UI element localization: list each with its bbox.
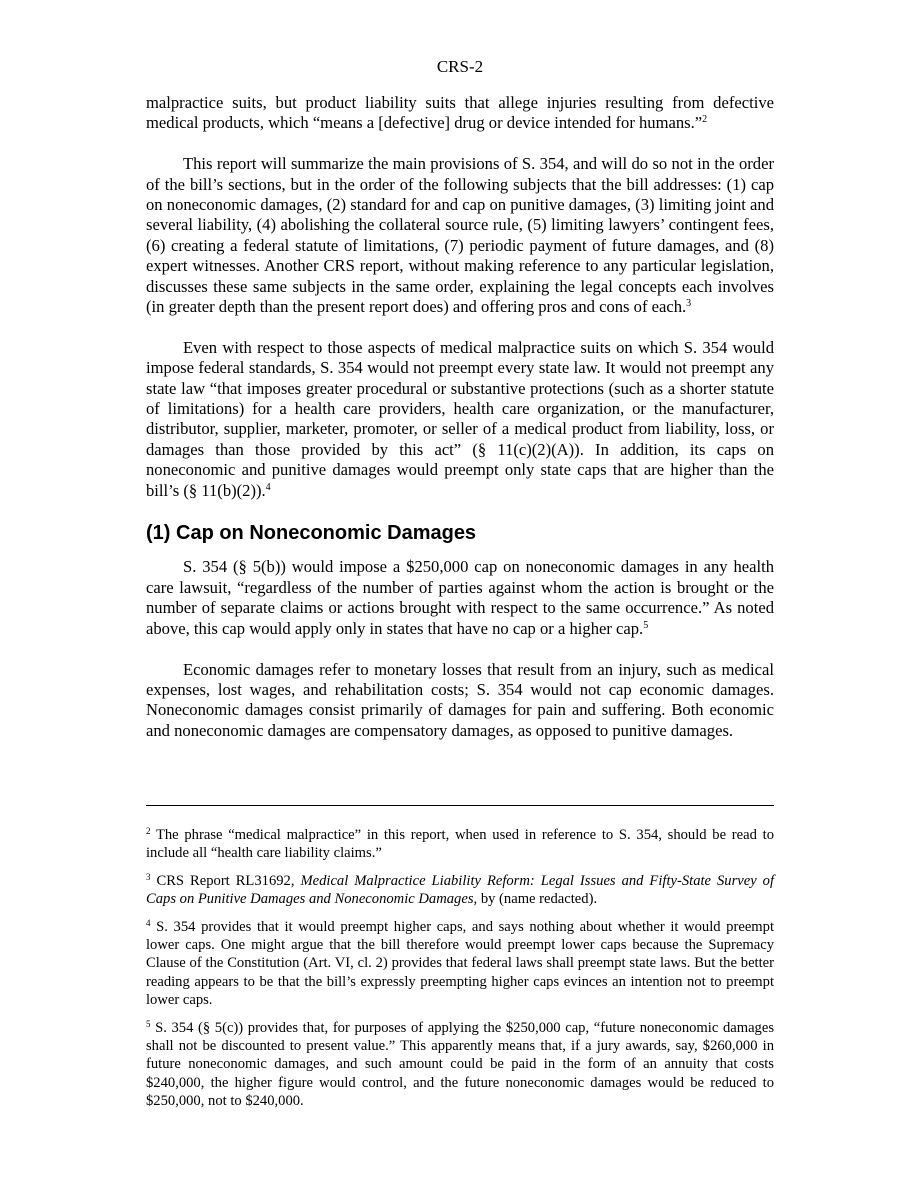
footnote-ref[interactable]: 4 <box>265 481 271 493</box>
footnotes <box>146 826 774 1120</box>
footnote-number: 5 <box>146 1018 151 1029</box>
footnote-3 <box>146 872 774 909</box>
paragraph-text: S. 354 (§ 5(b)) would impose a $250,000 cap on noneconomic damages in any health care lawsuit, “regardless of the number of parties against whom the action is brought or the number of separate claims or actions brought with respect to the same occurrence.” As noted above, this cap would apply only in states that have no cap or a higher cap. <box>146 557 774 638</box>
paragraph-report-summary <box>146 154 774 317</box>
footnote-5 <box>146 1019 774 1111</box>
footnote-text: The phrase “medical malpractice” in this report, when used in reference to S. 354, should be read to include all “health care liability claims.” <box>146 827 774 862</box>
footnote-ref[interactable]: 5 <box>643 619 649 631</box>
paragraph-text: This report will summarize the main provisions of S. 354, and will do so not in the order of the bill’s sections, but in the order of the following subjects that the bill addresses: (1) cap on noneconomic damages, (2) standard for and cap on punitive damages, (3) limiting joint and several liability, (4) abolishing the collateral source rule, (5) limiting lawyers’ contingent fees, (6) creating a federal statute of limitations, (7) periodic payment of future damages, and (8) expert witnesses. Another CRS report, without making reference to any particular legislation, discusses these same subjects in the same order, explaining the legal concepts each involves (in greater depth than the present report does) and offering pros and cons of each. <box>146 154 774 317</box>
paragraph-preemption <box>146 338 774 501</box>
footnote-text-post: , by (name redacted). <box>473 891 598 908</box>
paragraph-text: Even with respect to those aspects of medical malpractice suits on which S. 354 would impose federal standards, S. 354 would not preempt every state law. It would not preempt any state law “that imposes greater procedural or substantive protections (such as a shorter statute of limitations) for a health care providers, health care organization, or the manufacturer, distributor, supplier, marketer, promoter, or seller of a medical product from liability, loss, or damages than those provided by this act” (§ 11(c)(2)(A)). In addition, its caps on noneconomic and punitive damages would preempt only state caps that are higher than the bill’s (§ 11(b)(2)). <box>146 337 774 500</box>
section-heading: (1) Cap on Noneconomic Damages <box>146 522 477 545</box>
footnote-4 <box>146 918 774 1010</box>
footnote-number: 4 <box>146 917 151 928</box>
footnote-divider <box>146 805 774 806</box>
footnote-number: 2 <box>146 826 151 836</box>
footnote-2 <box>146 826 774 863</box>
paragraph-text: Economic damages refer to monetary losses that result from an injury, such as medical expenses, lost wages, and rehabilitation costs; S. 354 would not cap economic damages. Noneconomic damages consist primarily of damages for pain and suffering. Both economic and noneconomic damages are compensatory damages, as opposed to punitive damages. <box>146 659 774 740</box>
report-title: Medical Malpractice Liability Reform: Legal Issues and Fifty-State Survey of Caps on Punitive Damages and Noneconomic Damages <box>146 872 774 908</box>
paragraph-cap <box>146 557 774 639</box>
footnote-number: 3 <box>146 871 151 882</box>
paragraph-continuation <box>146 93 774 134</box>
page-number: CRS-2 <box>436 57 484 76</box>
body-text <box>146 93 774 762</box>
footnote-ref[interactable]: 3 <box>686 298 692 310</box>
footnote-text: S. 354 provides that it would preempt higher caps, and says nothing about whether it would preempt lower caps. One might argue that the bill therefore would preempt lower caps because the Supremacy Clause of the Constitution (Art. VI, cl. 2) provides that federal laws shall preempt state laws. But the better reading appears to be that the bill’s expressly preempting higher caps evinces an intention not to preempt lower caps. <box>146 918 774 1009</box>
footnote-text: S. 354 (§ 5(c)) provides that, for purposes of applying the $250,000 cap, “future noneconomic damages shall not be discounted to present value.” This apparently means that, if a jury awards, say, $260,000 in future noneconomic damages, and such amount could be paid in the form of an annuity that costs $240,000, the higher figure would control, and the future noneconomic damages would be reduced to $250,000, not to $240,000. <box>146 1019 774 1110</box>
footnote-text-pre: CRS Report RL31692, <box>156 872 301 889</box>
paragraph-economic-damages <box>146 660 774 742</box>
paragraph-text: malpractice suits, but product liability suits that allege injuries resulting from defective medical products, which “means a [defective] drug or device intended for humans.” <box>146 93 774 133</box>
footnote-ref[interactable]: 2 <box>702 114 708 126</box>
